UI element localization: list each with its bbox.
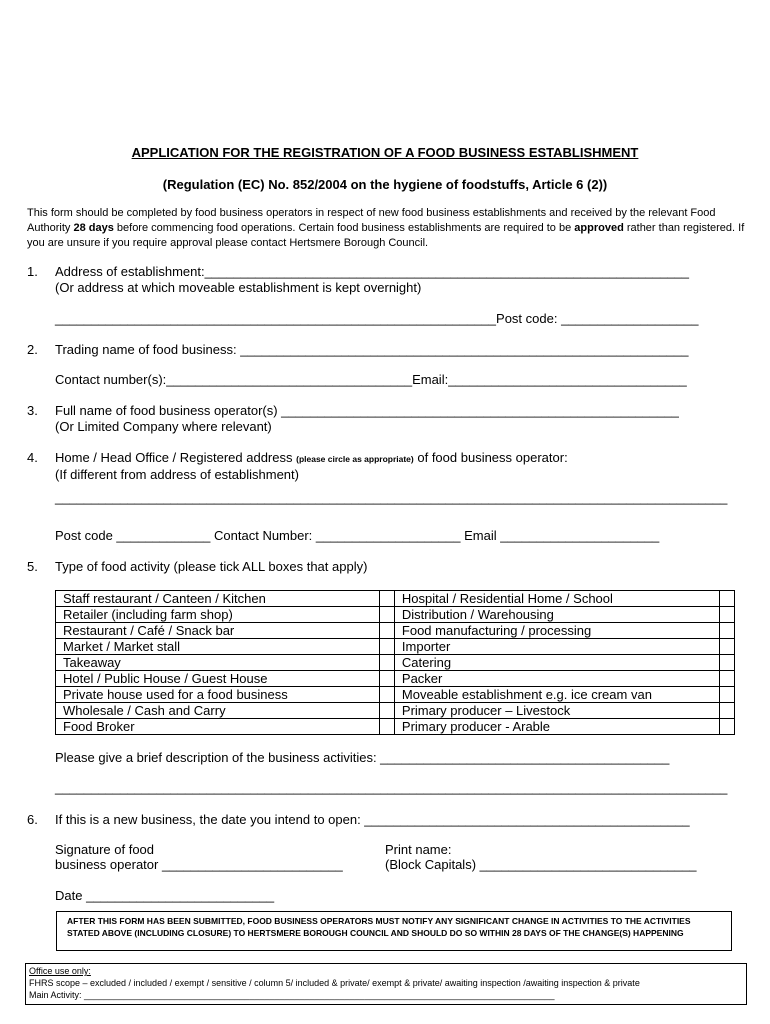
activity-label-left: Retailer (including farm shop): [56, 607, 380, 623]
q3-operator-name-field[interactable]: Full name of food business operator(s) _______________________________________________________: [55, 403, 679, 418]
intro-text-1: This form should be completed by food business operators in respect of new food business establishments and received by the relevant Food Authority: [27, 207, 716, 234]
intro-bold-days: 28 days: [73, 222, 114, 234]
print-name-label: Print name:: [385, 842, 452, 857]
q2-number: 2.: [27, 342, 38, 357]
activity-checkbox-right[interactable]: [719, 607, 734, 623]
activity-label-left: Private house used for a food business: [56, 687, 380, 703]
q5-number: 5.: [27, 559, 38, 574]
activity-label-left: Food Broker: [56, 719, 380, 735]
activity-label-right: Importer: [394, 639, 719, 655]
fhrs-scope: FHRS scope – excluded / included / exempt / sensitive / column 5/ included & private/ exempt & private/ awaiting inspection /awaiting inspection & private: [29, 978, 640, 988]
activity-checkbox-left[interactable]: [379, 671, 394, 687]
activity-label-right: Primary producer – Livestock: [394, 703, 719, 719]
q3-number: 3.: [27, 403, 38, 418]
activity-checkbox-right[interactable]: [719, 591, 734, 607]
activity-row: [56, 687, 735, 703]
activity-label-left: Takeaway: [56, 655, 380, 671]
form-title: APPLICATION FOR THE REGISTRATION OF A FOOD BUSINESS ESTABLISHMENT: [131, 145, 639, 160]
activity-row: [56, 655, 735, 671]
q5-label: Type of food activity (please tick ALL boxes that apply): [55, 559, 368, 574]
activity-label-right: Catering: [394, 655, 719, 671]
activity-checkbox-left[interactable]: [379, 591, 394, 607]
intro-bold-approved: approved: [574, 222, 624, 234]
q4-number: 4.: [27, 450, 38, 465]
q3-note: (Or Limited Company where relevant): [55, 419, 272, 434]
q4-label-a: Home / Head Office / Registered address: [55, 450, 297, 465]
activity-row: [56, 671, 735, 687]
activity-checkbox-left[interactable]: [379, 703, 394, 719]
date-field[interactable]: Date __________________________: [55, 888, 275, 903]
activity-checkbox-right[interactable]: [719, 639, 734, 655]
activity-checkbox-left[interactable]: [379, 719, 394, 735]
signature-field[interactable]: business operator _________________________: [55, 857, 343, 872]
q4-address-line[interactable]: _____________________________________________________________________________________________: [55, 490, 728, 505]
q5-description-field[interactable]: Please give a brief description of the business activities: ________________________________________: [55, 750, 670, 765]
activity-label-right: Primary producer - Arable: [394, 719, 719, 735]
activity-label-right: Packer: [394, 671, 719, 687]
q5-description-line[interactable]: _____________________________________________________________________________________________: [55, 780, 728, 795]
activity-checkbox-left[interactable]: [379, 639, 394, 655]
activity-checkbox-right[interactable]: [719, 687, 734, 703]
q4-label-small: (please circle as appropriate): [296, 454, 414, 464]
intro-paragraph: [27, 206, 747, 251]
activity-row: [56, 719, 735, 735]
intro-text-3: rather than registered. If you are unsure if you require approval please contact Hertsmere Borough Council.: [27, 222, 745, 249]
activity-row: [56, 623, 735, 639]
activity-row: [56, 703, 735, 719]
activity-label-left: Wholesale / Cash and Carry: [56, 703, 380, 719]
activity-label-right: Moveable establishment e.g. ice cream van: [394, 687, 719, 703]
q1-note: (Or address at which moveable establishment is kept overnight): [55, 280, 422, 295]
activity-label-left: Staff restaurant / Canteen / Kitchen: [56, 591, 380, 607]
activity-checkbox-right[interactable]: [719, 671, 734, 687]
food-activity-table: [55, 590, 735, 735]
activity-checkbox-left[interactable]: [379, 655, 394, 671]
q1-postcode-field[interactable]: _____________________________________________________________Post code: ___________________: [55, 311, 699, 326]
activity-checkbox-left[interactable]: [379, 623, 394, 639]
office-use-heading: Office use only:: [29, 966, 91, 976]
activity-label-left: Market / Market stall: [56, 639, 380, 655]
q6-number: 6.: [27, 812, 38, 827]
activity-checkbox-right[interactable]: [719, 719, 734, 735]
signature-label: Signature of food: [55, 842, 155, 857]
activity-checkbox-right[interactable]: [719, 623, 734, 639]
activity-checkbox-left[interactable]: [379, 687, 394, 703]
q4-note: (If different from address of establishment): [55, 467, 299, 482]
q4-label-b: of food business operator:: [413, 450, 568, 465]
intro-text-2: before commencing food operations. Certain food business establishments are required to be: [113, 222, 575, 234]
change-notice: AFTER THIS FORM HAS BEEN SUBMITTED, FOOD BUSINESS OPERATORS MUST NOTIFY ANY SIGNIFICANT CHANGE IN ACTIVITIES TO THE ACTIVITIES STATED ABOVE (INCLUDING CLOSURE) TO HERTSMERE BOROUGH COUNCIL AND SHOULD DO SO WITHIN 28 DAYS OF THE CHANGE(S) HAPPENING: [56, 911, 732, 951]
activity-label-right: Distribution / Warehousing: [394, 607, 719, 623]
activity-checkbox-right[interactable]: [719, 655, 734, 671]
activity-checkbox-left[interactable]: [379, 607, 394, 623]
q2-contact-field[interactable]: Contact number(s):__________________________________Email:_________________________________: [55, 372, 687, 387]
activity-row: [56, 639, 735, 655]
print-name-field[interactable]: (Block Capitals) ______________________________: [385, 857, 697, 872]
main-activity-field[interactable]: Main Activity: ______________________________________________________________________________________________: [29, 990, 555, 1000]
q2-trading-name-field[interactable]: Trading name of food business: ______________________________________________________________: [55, 342, 689, 357]
activity-label-left: Restaurant / Café / Snack bar: [56, 623, 380, 639]
q6-open-date-field[interactable]: If this is a new business, the date you intend to open: _____________________________________________: [55, 812, 690, 827]
activity-row: [56, 591, 735, 607]
activity-label-left: Hotel / Public House / Guest House: [56, 671, 380, 687]
activity-checkbox-right[interactable]: [719, 703, 734, 719]
office-use-box: [25, 963, 747, 1005]
q1-number: 1.: [27, 264, 38, 279]
q1-address-field[interactable]: Address of establishment:___________________________________________________________________: [55, 264, 689, 279]
q4-label: [55, 450, 568, 465]
q4-contact-field[interactable]: Post code _____________ Contact Number: ____________________ Email ______________________: [55, 528, 660, 543]
activity-row: [56, 607, 735, 623]
activity-label-right: Hospital / Residential Home / School: [394, 591, 719, 607]
form-subtitle: (Regulation (EC) No. 852/2004 on the hygiene of foodstuffs, Article 6 (2)): [162, 177, 608, 192]
activity-label-right: Food manufacturing / processing: [394, 623, 719, 639]
